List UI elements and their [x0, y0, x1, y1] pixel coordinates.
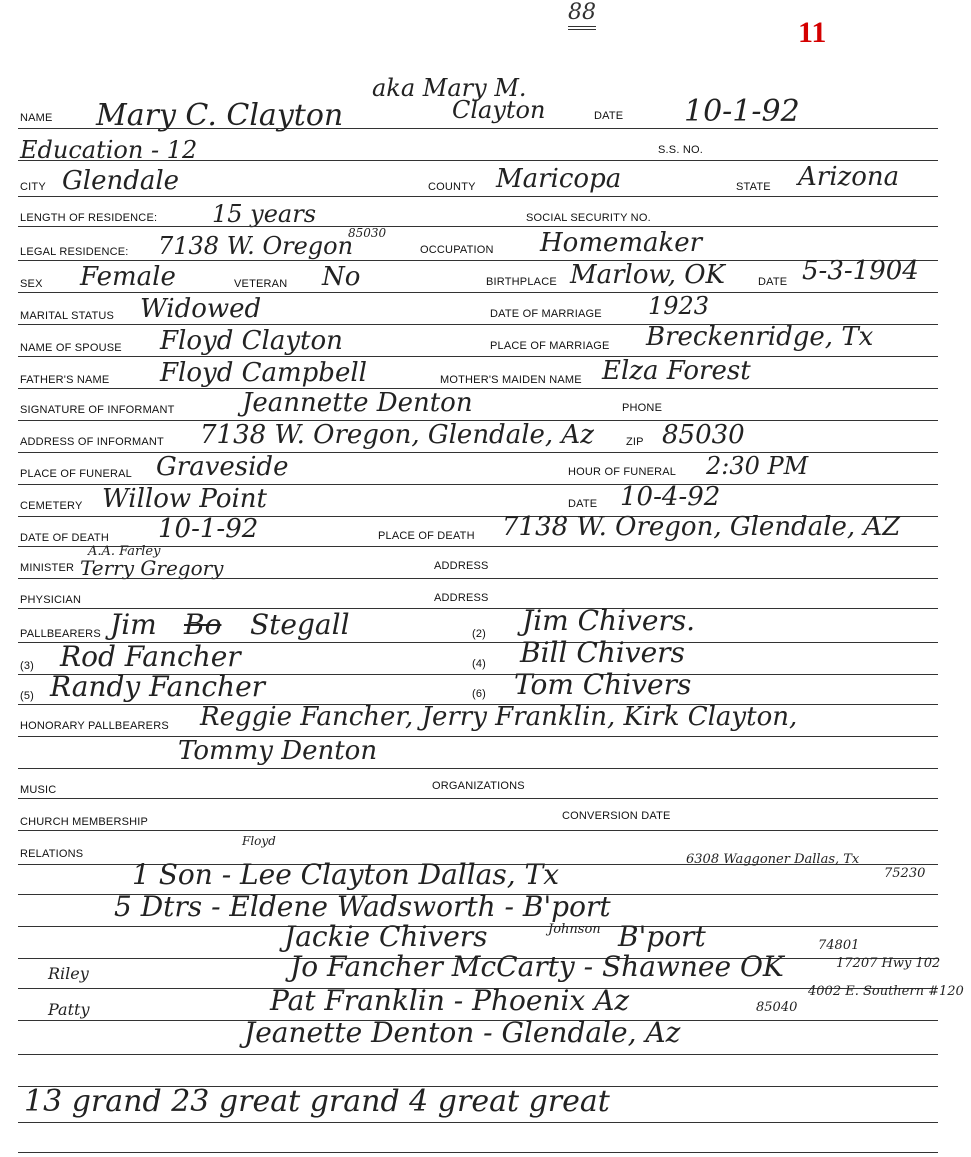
relation-3-b: B'port	[618, 920, 706, 953]
margin-patty: Patty	[48, 1000, 90, 1019]
place-of-marriage-value: Breckenridge, Tx	[646, 322, 874, 352]
marital-status-label: MARITAL STATUS	[20, 310, 115, 322]
place-of-funeral-value: Graveside	[156, 452, 289, 482]
name-of-spouse-label: NAME OF SPOUSE	[20, 342, 122, 354]
honorary-pallbearers-line2: Tommy Denton	[178, 736, 378, 766]
physician-label: PHYSICIAN	[20, 594, 82, 606]
relations-label: RELATIONS	[20, 848, 84, 860]
date-of-death-value: 10-1-92	[158, 514, 259, 544]
church-membership-label: CHURCH MEMBERSHIP	[20, 816, 149, 828]
aka-last-name: Clayton	[452, 96, 546, 124]
state-label: STATE	[736, 181, 771, 193]
rule-minister	[18, 578, 938, 579]
pallbearer-6-label: (6)	[472, 688, 487, 700]
pallbearer-3-label: (3)	[20, 660, 35, 672]
date-value: 10-1-92	[684, 94, 800, 129]
cemetery-value: Willow Point	[102, 484, 267, 514]
relation-4-address: 17207 Hwy 102	[836, 956, 941, 971]
place-of-death-value: 7138 W. Oregon, Glendale, AZ	[502, 512, 901, 542]
minister-value: Terry Gregory	[80, 556, 224, 580]
name-value: Mary C. Clayton	[96, 98, 344, 133]
fathers-name-value: Floyd Campbell	[160, 358, 367, 388]
date-of-marriage-value: 1923	[648, 292, 710, 320]
city-label: CITY	[20, 181, 46, 193]
date-of-death-label: DATE OF DEATH	[20, 532, 109, 544]
county-value: Maricopa	[496, 164, 622, 194]
veteran-label: VETERAN	[234, 278, 288, 290]
cemetery-date-label: DATE	[568, 498, 598, 510]
relation-3-sup: Johnson	[548, 922, 601, 937]
birth-date-value: 5-3-1904	[802, 256, 919, 286]
rule-church	[18, 830, 938, 831]
rule-parents	[18, 388, 938, 389]
relation-1: 1 Son - Lee Clayton Dallas, Tx	[132, 858, 559, 891]
relation-5-zip: 85040	[756, 1000, 798, 1015]
pallbearer-2-label: (2)	[472, 628, 487, 640]
rule-rel6	[18, 1054, 938, 1055]
relation-5-address: 4002 E. Southern #120	[808, 984, 964, 999]
occupation-value: Homemaker	[540, 228, 703, 258]
county-label: COUNTY	[428, 181, 476, 193]
rule-honorary2	[18, 768, 938, 769]
hour-of-funeral-value: 2:30 PM	[706, 452, 809, 480]
length-of-residence-value: 15 years	[212, 200, 317, 228]
city-value: Glendale	[62, 166, 180, 196]
rule-legal	[18, 260, 938, 261]
relation-1-zip: 75230	[884, 866, 926, 881]
cemetery-label: CEMETERY	[20, 500, 83, 512]
pallbearer-4-label: (4)	[472, 658, 487, 670]
date-of-marriage-label: DATE OF MARRIAGE	[490, 308, 602, 320]
fathers-name-label: FATHER'S NAME	[20, 374, 110, 386]
honorary-pallbearers-label: HONORARY PALLBEARERS	[20, 720, 169, 732]
minister-label: MINISTER	[20, 562, 75, 574]
pallbearer-5-label: (5)	[20, 690, 35, 702]
place-of-marriage-label: PLACE OF MARRIAGE	[490, 340, 610, 352]
cemetery-date-value: 10-4-92	[620, 482, 721, 512]
birth-date-label: DATE	[758, 276, 788, 288]
music-label: MUSIC	[20, 784, 57, 796]
marital-status-value: Widowed	[140, 294, 262, 324]
rule-rel9	[18, 1152, 938, 1153]
relation-1-address: 6308 Waggoner Dallas, Tx	[686, 852, 860, 867]
sex-label: SEX	[20, 278, 43, 290]
rule-rel8	[18, 1122, 938, 1123]
zip-value: 85030	[662, 420, 745, 450]
honorary-pallbearers-line1: Reggie Fancher, Jerry Franklin, Kirk Clayton,	[200, 702, 798, 732]
signature-of-informant-label: SIGNATURE OF INFORMANT	[20, 404, 175, 416]
aka-note: aka Mary M.	[372, 74, 527, 102]
date-label: DATE	[594, 110, 624, 122]
pallbearer-4: Bill Chivers	[520, 636, 685, 669]
address-of-informant-label: ADDRESS OF INFORMANT	[20, 436, 164, 448]
social-security-no-label: SOCIAL SECURITY NO.	[526, 212, 651, 224]
pallbearers-label: PALLBEARERS	[20, 628, 101, 640]
pallbearer-1-first: Jim	[110, 608, 157, 641]
signature-of-informant-value: Jeannette Denton	[242, 388, 473, 418]
physician-address-label: ADDRESS	[434, 592, 489, 604]
relation-4-zip: 74801	[818, 938, 860, 953]
top-number: 88	[568, 0, 596, 25]
mothers-maiden-name-label: MOTHER'S MAIDEN NAME	[440, 374, 582, 386]
rule-sex	[18, 292, 938, 293]
descendants: 13 grand 23 great grand 4 great great	[24, 1084, 610, 1119]
sex-value: Female	[80, 262, 176, 292]
relation-3: Jackie Chivers	[284, 920, 488, 953]
name-of-spouse-value: Floyd Clayton	[160, 326, 343, 356]
state-value: Arizona	[798, 162, 900, 192]
phone-label: PHONE	[622, 402, 663, 414]
rule-honorary1	[18, 736, 938, 737]
place-of-death-label: PLACE OF DEATH	[378, 530, 475, 542]
legal-residence-zip: 85030	[348, 226, 387, 240]
rule-spouse	[18, 356, 938, 357]
margin-riley: Riley	[48, 964, 89, 983]
rule-city	[18, 196, 938, 197]
veteran-value: No	[322, 262, 361, 292]
relation-6: Jeanette Denton - Glendale, Az	[244, 1016, 681, 1049]
pallbearer-1-struck: Bo	[184, 608, 222, 641]
pallbearer-2: Jim Chivers.	[522, 604, 696, 637]
page-number: 11	[798, 16, 827, 49]
education-value: Education - 12	[20, 136, 198, 164]
length-of-residence-label: LENGTH OF RESIDENCE:	[20, 212, 158, 224]
pallbearer-5: Randy Fancher	[50, 670, 266, 703]
zip-label: ZIP	[626, 436, 644, 448]
relation-5: Pat Franklin - Phoenix Az	[270, 984, 630, 1017]
pallbearer-6: Tom Chivers	[514, 668, 692, 701]
legal-residence-value: 7138 W. Oregon	[158, 232, 354, 260]
organizations-label: ORGANIZATIONS	[432, 780, 525, 792]
relation-4: Jo Fancher McCarty - Shawnee OK	[290, 950, 784, 983]
address-of-informant-value: 7138 W. Oregon, Glendale, Az	[200, 420, 594, 450]
legal-residence-label: LEGAL RESIDENCE:	[20, 246, 129, 258]
minister-address-label: ADDRESS	[434, 560, 489, 572]
minister-top-value: A.A. Farley	[88, 544, 161, 559]
rule-education	[18, 160, 938, 161]
hour-of-funeral-label: HOUR OF FUNERAL	[568, 466, 677, 478]
mothers-maiden-name-value: Elza Forest	[602, 356, 751, 386]
occupation-label: OCCUPATION	[420, 244, 494, 256]
place-of-funeral-label: PLACE OF FUNERAL	[20, 468, 133, 480]
relation-2: 5 Dtrs - Eldene Wadsworth - B'port	[114, 890, 611, 923]
name-label: NAME	[20, 112, 53, 124]
birthplace-label: BIRTHPLACE	[486, 276, 557, 288]
conversion-date-label: CONVERSION DATE	[562, 810, 671, 822]
ss-no-label: S.S. NO.	[658, 144, 703, 156]
relations-note: Floyd	[242, 834, 276, 848]
rule-music	[18, 798, 938, 799]
birthplace-value: Marlow, OK	[570, 260, 725, 290]
pallbearer-3: Rod Fancher	[60, 640, 241, 673]
rule-length	[18, 226, 938, 227]
pallbearer-1-last: Stegall	[250, 608, 350, 641]
rule-name	[18, 128, 938, 129]
